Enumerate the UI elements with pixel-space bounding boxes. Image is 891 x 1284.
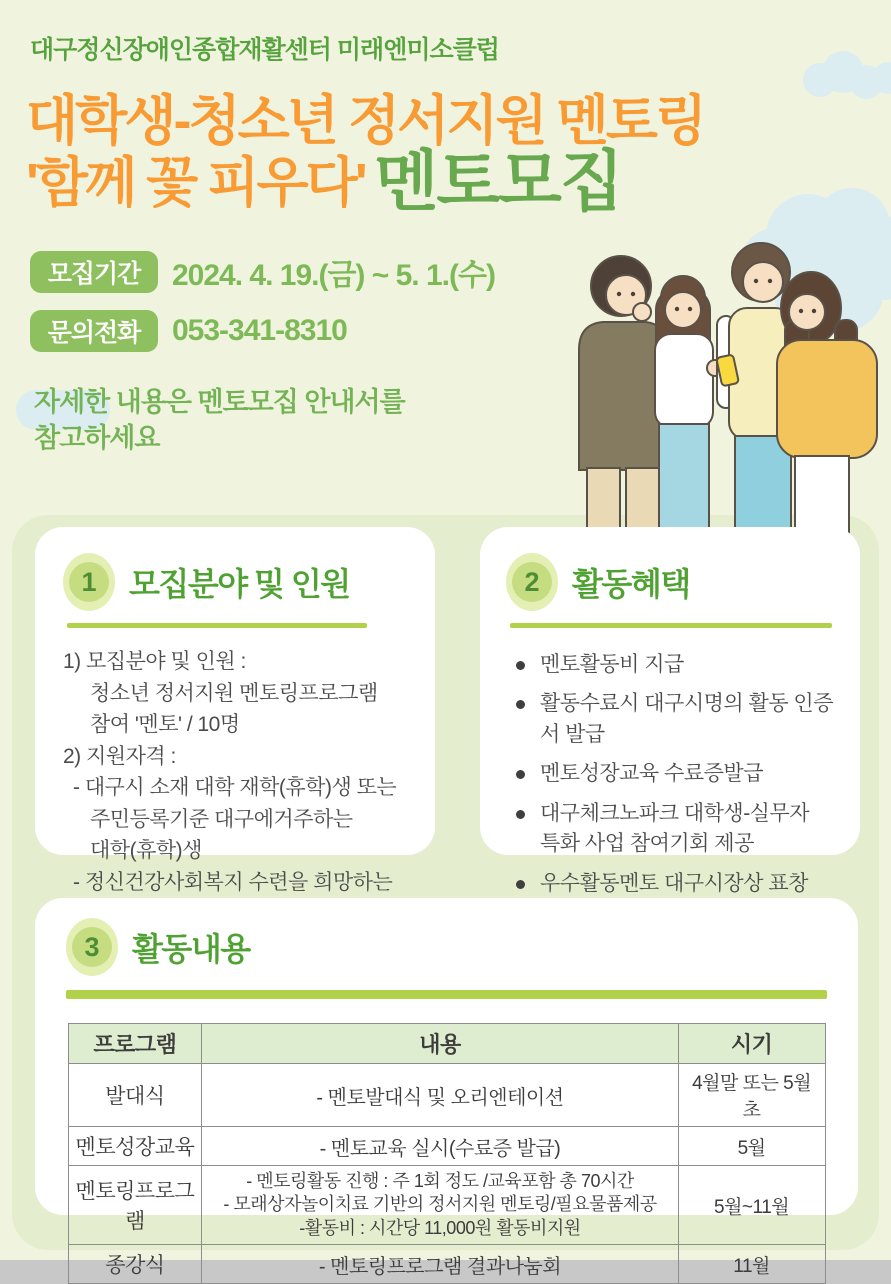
recruit-line: 주민등록기준 대구에거주하는 xyxy=(90,807,353,831)
recruit-line: 청소년 정서지원 멘토링프로그램 xyxy=(90,681,378,705)
col-header-program: 프로그램 xyxy=(68,1024,202,1064)
cell-period: 4월말 또는 5월초 xyxy=(678,1064,825,1127)
col-header-period: 시기 xyxy=(678,1024,825,1064)
people-illustration xyxy=(539,228,891,540)
benefit-text: 멘토성장교육 수료증발급 xyxy=(540,762,763,786)
section-number-2: 2 xyxy=(512,562,552,602)
table-header-row xyxy=(68,1024,825,1064)
recruit-period-badge: 모집기간 xyxy=(30,251,158,293)
content-line: - 멘토교육 실시(수료증 발급) xyxy=(319,1137,561,1160)
section-number-badge-2 xyxy=(506,553,558,611)
cell-program: 발대식 xyxy=(68,1064,202,1127)
cell-period: 5월~11월 xyxy=(678,1166,825,1245)
content-line: - 모래상자놀이치료 기반의 정서지원 멘토링/필요물품제공 xyxy=(223,1194,657,1215)
section-number-badge-3 xyxy=(66,918,118,976)
contact-phone-badge: 문의전화 xyxy=(30,310,158,352)
section-recruit-head xyxy=(63,553,407,611)
main-title-quote: '함께 꽃 피우다' xyxy=(26,152,365,213)
contact-phone-row xyxy=(30,310,347,352)
cell-content xyxy=(202,1245,678,1284)
section-number-badge-1 xyxy=(63,553,115,611)
recruit-line: 2) 지원자격 : xyxy=(63,744,176,768)
main-title-recruit: 멘토모집 xyxy=(374,144,622,218)
note-text xyxy=(34,384,405,457)
table-row xyxy=(68,1245,825,1284)
benefit-item xyxy=(514,689,834,750)
table-row xyxy=(68,1127,825,1166)
table-row xyxy=(68,1166,825,1245)
recruit-period-row xyxy=(30,250,495,294)
recruit-line: 참여 '멘토' / 10명 xyxy=(90,713,240,736)
section-benefits-head xyxy=(506,553,834,611)
recruit-period-value: 2024. 4. 19.(금) ~ 5. 1.(수) xyxy=(172,259,495,292)
cell-content xyxy=(202,1127,678,1166)
section-recruit-card xyxy=(35,527,435,894)
content-line: - 멘토링활동 진행 : 주 1회 정도 /교육포함 총 70시간 xyxy=(246,1171,634,1191)
cell-program: 멘토성장교육 xyxy=(68,1127,202,1166)
section-underline xyxy=(67,623,367,628)
section-activities-head xyxy=(66,918,827,976)
note-line-2: 참고하세요 xyxy=(34,423,160,454)
main-title-line1: 대학생-청소년 정서지원 멘토링 xyxy=(26,91,705,151)
section-activities-card xyxy=(35,898,858,1278)
benefit-item xyxy=(514,869,834,899)
recruit-line: 1) 모집분야 및 인원 : xyxy=(63,650,246,673)
benefit-item xyxy=(514,799,834,860)
col-header-content: 내용 xyxy=(202,1024,678,1064)
table-row xyxy=(68,1064,825,1127)
benefit-text: 우수활동멘토 대구시장상 표창 xyxy=(540,871,808,895)
content-line: -활동비 : 시간당 11,000원 활동비지원 xyxy=(299,1217,581,1238)
section-underline xyxy=(510,623,832,628)
benefits-list xyxy=(514,650,834,899)
section-underline-long xyxy=(66,990,827,999)
section-title-activities: 활동내용 xyxy=(132,931,250,967)
recruit-line: - 대구시 소재 대학 재학(휴학)생 또는 xyxy=(73,776,397,799)
benefit-item xyxy=(514,759,834,789)
cell-content xyxy=(202,1166,678,1245)
note-line-1: 자세한 내용은 멘토모집 안내서를 xyxy=(34,387,405,417)
content-line: - 멘토링프로그램 결과나눔회 xyxy=(318,1255,562,1278)
activities-table xyxy=(68,1023,826,1284)
benefit-item xyxy=(514,650,834,680)
recruit-details xyxy=(63,646,407,930)
benefit-text: 멘토활동비 지급 xyxy=(540,653,684,676)
main-title-line2 xyxy=(26,144,622,218)
cell-content xyxy=(202,1064,678,1127)
cell-program: 종강식 xyxy=(68,1245,202,1284)
cell-period: 11월 xyxy=(678,1245,825,1284)
contact-phone-value: 053-341-8310 xyxy=(172,314,347,347)
section-title-recruit: 모집분야 및 인원 xyxy=(129,566,350,602)
section-number-3: 3 xyxy=(72,927,112,967)
organization-header: 대구정신장애인종합재활센터 미래엔미소클럽 xyxy=(30,36,499,64)
section-title-benefits: 활동혜택 xyxy=(572,566,690,602)
benefit-text: 대구체크노파크 대학생-실무자 특화 사업 참여기회 제공 xyxy=(540,801,810,856)
content-line: - 멘토발대식 및 오리엔테이션 xyxy=(316,1086,564,1109)
section-number-1: 1 xyxy=(69,562,109,602)
benefit-text: 활동수료시 대구시명의 활동 인증서 발급 xyxy=(540,692,834,746)
cell-program: 멘토링프로그램 xyxy=(68,1166,202,1245)
recruit-line: - 정신건강사회복지 수련을 희망하는 xyxy=(73,870,393,894)
recruit-line: 대학(휴학)생 xyxy=(90,839,202,862)
cell-period: 5월 xyxy=(678,1127,825,1166)
section-benefits-card xyxy=(480,527,860,895)
